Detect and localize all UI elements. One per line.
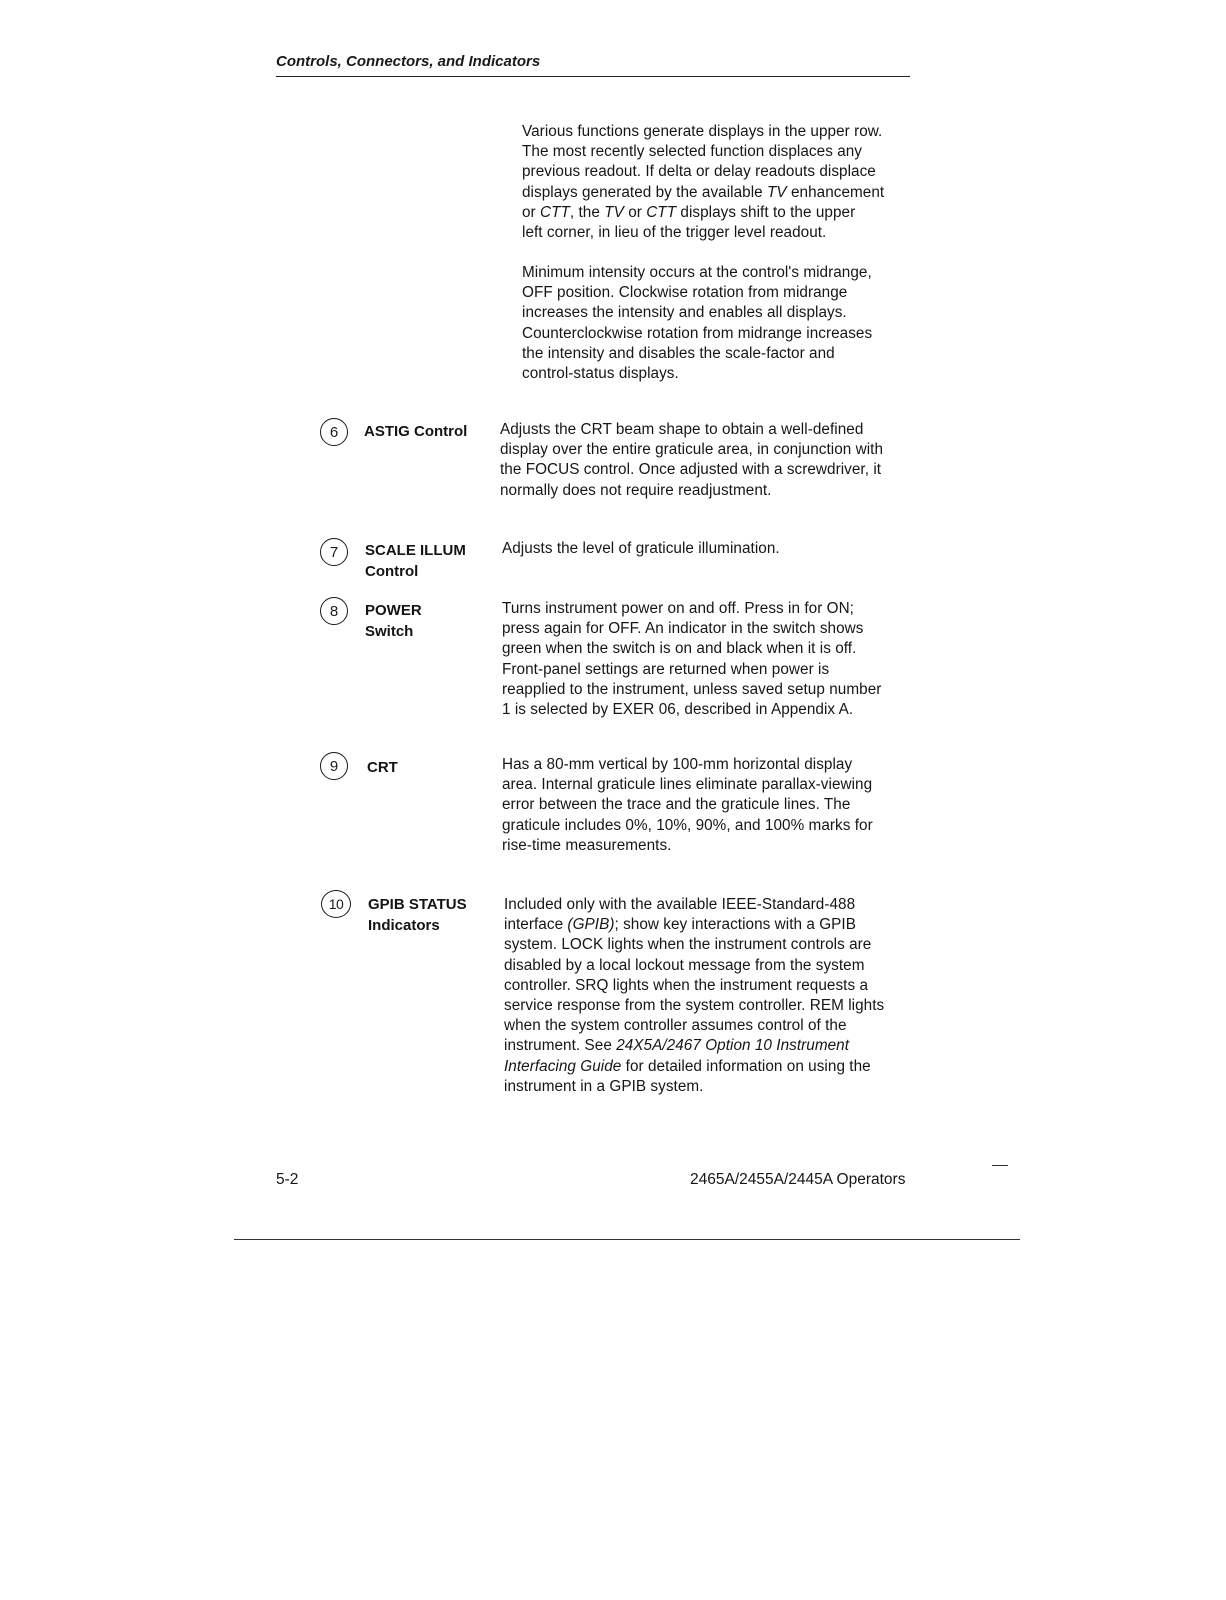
page-number: 5-2 bbox=[276, 1171, 299, 1188]
footer-rule bbox=[234, 1239, 1020, 1240]
text-line bbox=[522, 162, 884, 182]
text-line bbox=[500, 460, 883, 480]
intro-paragraph-display-readouts bbox=[522, 122, 884, 243]
text-run: control-status displays. bbox=[522, 365, 679, 383]
text-line bbox=[522, 283, 872, 303]
text-run: when the system controller assumes control of the bbox=[504, 1017, 847, 1035]
text-line bbox=[522, 263, 872, 283]
text-line bbox=[502, 700, 881, 720]
text-run: instrument. See bbox=[504, 1037, 617, 1055]
text-line bbox=[500, 440, 883, 460]
text-line bbox=[522, 122, 884, 142]
text-run: displays generated by the available bbox=[522, 183, 768, 201]
text-line bbox=[502, 755, 873, 775]
text-run: increases the intensity and enables all displays. bbox=[522, 304, 847, 322]
item-number-9: 9 bbox=[320, 752, 348, 780]
text-run: system. LOCK lights when the instrument controls are bbox=[504, 936, 872, 954]
text-run: Front-panel settings are returned when power is bbox=[502, 660, 830, 678]
text-line bbox=[522, 203, 884, 223]
text-line bbox=[504, 935, 884, 955]
item-label-line: CRT bbox=[367, 759, 398, 776]
text-run: normally does not require readjustment. bbox=[500, 481, 772, 499]
text-run: , the bbox=[569, 203, 605, 221]
item-description-power-switch bbox=[502, 599, 881, 720]
text-line bbox=[502, 795, 873, 815]
text-line bbox=[504, 895, 884, 915]
text-run: Minimum intensity occurs at the control's midrange, bbox=[522, 264, 872, 281]
item-label-line: SCALE ILLUM bbox=[365, 542, 466, 559]
item-label-power-switch bbox=[365, 601, 422, 642]
manual-title: 2465A/2455A/2445A Operators bbox=[690, 1171, 906, 1188]
text-line bbox=[504, 915, 884, 935]
text-line bbox=[500, 481, 883, 501]
text-run: graticule includes 0%, 10%, 90%, and 100% marks for bbox=[502, 816, 873, 834]
text-run: green when the switch is on and black when it is off. bbox=[502, 640, 857, 658]
text-run: display over the entire graticule area, in conjunction with bbox=[500, 441, 884, 459]
text-line bbox=[522, 303, 872, 323]
text-line bbox=[504, 1057, 884, 1077]
text-line bbox=[522, 324, 872, 344]
text-line bbox=[500, 420, 883, 440]
item-label-line: GPIB STATUS bbox=[368, 896, 467, 913]
italic-text: 24X5A/2467 Option 10 Instrument bbox=[616, 1037, 850, 1055]
italic-text: (GPIB) bbox=[567, 916, 615, 934]
text-line bbox=[522, 142, 884, 162]
text-run: controller. SRQ lights when the instrument requests a bbox=[504, 976, 869, 994]
page-edge-mark bbox=[992, 1165, 1008, 1166]
text-run: or bbox=[623, 203, 647, 221]
text-run: enhancement bbox=[786, 183, 885, 201]
item-label-line: ASTIG Control bbox=[364, 423, 468, 440]
item-number-10: 10 bbox=[321, 890, 351, 918]
text-run: Counterclockwise rotation from midrange increases bbox=[522, 324, 873, 342]
text-run: for detailed information on using the bbox=[621, 1057, 871, 1075]
text-run: Adjusts the CRT beam shape to obtain a well-defined bbox=[500, 421, 864, 438]
text-line bbox=[504, 1036, 884, 1056]
italic-text: CTT bbox=[646, 203, 677, 221]
text-line bbox=[504, 1016, 884, 1036]
text-run: OFF position. Clockwise rotation from midrange bbox=[522, 284, 848, 302]
header-rule bbox=[276, 76, 910, 77]
intro-paragraph-intensity bbox=[522, 263, 872, 384]
text-run: Turns instrument power on and off. Press in for ON; bbox=[502, 600, 854, 617]
text-run: Adjusts the level of graticule illumination. bbox=[502, 540, 780, 557]
item-label-line: Switch bbox=[365, 622, 414, 640]
text-run: Various functions generate displays in the upper row. bbox=[522, 123, 883, 140]
text-line bbox=[522, 364, 872, 384]
text-line bbox=[504, 976, 884, 996]
item-description-gpib-status-indicators bbox=[504, 895, 884, 1097]
text-line bbox=[504, 956, 884, 976]
text-run: The most recently selected function displaces any bbox=[522, 143, 863, 161]
text-line bbox=[522, 344, 872, 364]
text-run: instrument in a GPIB system. bbox=[504, 1077, 704, 1095]
text-line bbox=[502, 539, 780, 559]
text-run: or bbox=[522, 203, 541, 221]
item-number-6: 6 bbox=[320, 418, 348, 446]
item-number-8: 8 bbox=[320, 597, 348, 625]
item-description-crt bbox=[502, 755, 873, 856]
text-line bbox=[522, 183, 884, 203]
text-line bbox=[502, 660, 881, 680]
running-header: Controls, Connectors, and Indicators bbox=[276, 53, 541, 70]
text-line bbox=[502, 836, 873, 856]
text-run: service response from the system controller. REM lights bbox=[504, 997, 885, 1015]
text-run: interface bbox=[504, 916, 568, 934]
text-run: displays shift to the upper bbox=[676, 203, 856, 221]
text-run: press again for OFF. An indicator in the switch shows bbox=[502, 620, 864, 638]
item-label-line: POWER bbox=[365, 602, 422, 619]
text-run: ; show key interactions with a GPIB bbox=[614, 916, 856, 934]
text-run: left corner, in lieu of the trigger level readout. bbox=[522, 224, 827, 242]
text-line bbox=[522, 223, 884, 243]
item-number-7: 7 bbox=[320, 538, 348, 566]
text-line bbox=[502, 619, 881, 639]
italic-text: CTT bbox=[540, 203, 570, 221]
item-label-line: Indicators bbox=[368, 916, 440, 934]
text-line bbox=[502, 680, 881, 700]
text-run: error between the trace and the graticule lines. The bbox=[502, 796, 851, 814]
item-description-astig-control bbox=[500, 420, 883, 501]
item-label-scale-illum-control bbox=[365, 541, 466, 582]
item-label-astig-control bbox=[364, 422, 467, 443]
item-label-gpib-status-indicators bbox=[368, 895, 467, 936]
text-line bbox=[502, 816, 873, 836]
item-description-scale-illum-control bbox=[502, 539, 780, 559]
text-run: Included only with the available IEEE-Standard-488 bbox=[504, 896, 856, 913]
text-line bbox=[504, 996, 884, 1016]
text-run: reapplied to the instrument, unless saved setup number bbox=[502, 680, 882, 698]
text-line bbox=[502, 775, 873, 795]
item-label-line: Control bbox=[365, 562, 419, 580]
text-run: rise-time measurements. bbox=[502, 836, 672, 854]
italic-text: TV bbox=[604, 203, 624, 221]
text-run: the intensity and disables the scale-factor and bbox=[522, 344, 835, 362]
text-line bbox=[504, 1077, 884, 1097]
text-run: Has a 80-mm vertical by 100-mm horizontal display bbox=[502, 756, 853, 773]
text-run: 1 is selected by EXER 06, described in Appendix A. bbox=[502, 701, 854, 719]
text-line bbox=[502, 639, 881, 659]
text-line bbox=[502, 599, 881, 619]
text-run: area. Internal graticule lines eliminate parallax-viewing bbox=[502, 776, 873, 794]
item-label-crt bbox=[367, 758, 398, 779]
text-run: the FOCUS control. Once adjusted with a screwdriver, it bbox=[500, 461, 882, 479]
text-run: previous readout. If delta or delay readouts displace bbox=[522, 163, 876, 181]
text-run: disabled by a local lockout message from the system bbox=[504, 956, 865, 974]
italic-text: TV bbox=[767, 183, 787, 201]
italic-text: Interfacing Guide bbox=[504, 1057, 622, 1075]
